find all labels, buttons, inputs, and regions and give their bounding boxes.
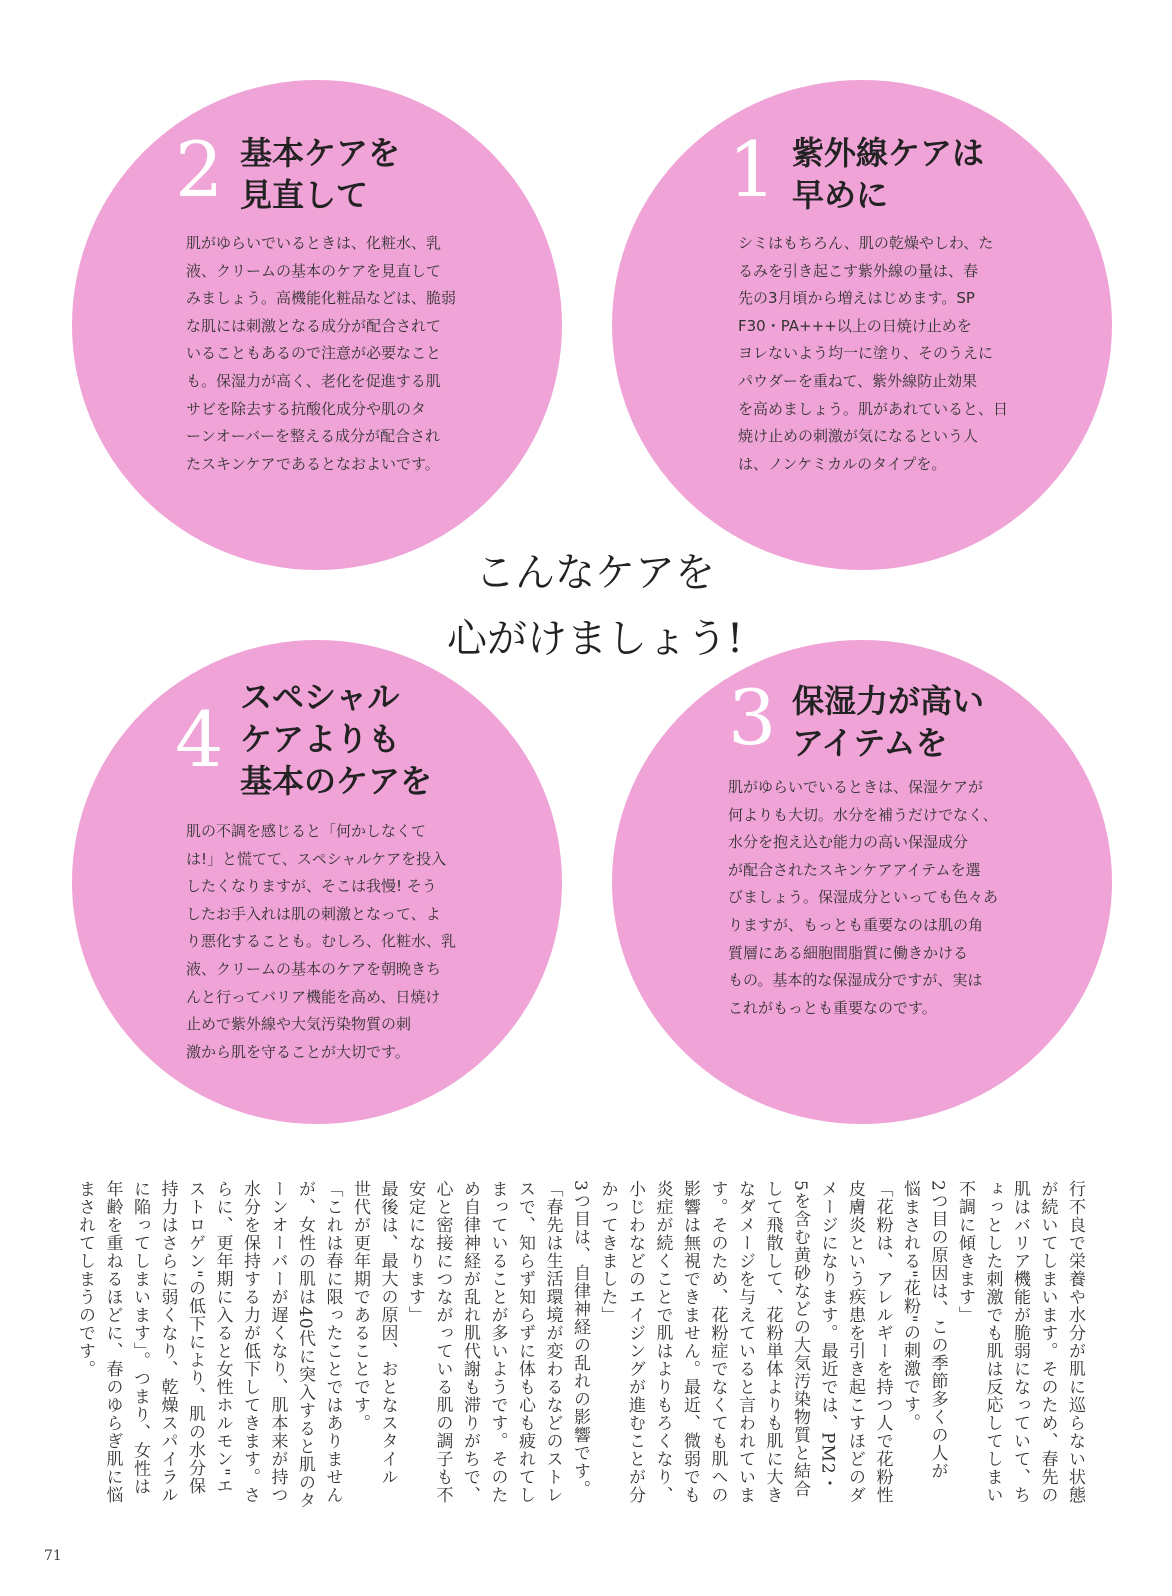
- care-body-3: [728, 774, 998, 1022]
- body-line: サビを除去する抗酸化成分や肌のタ: [186, 399, 427, 418]
- body-line: な肌には刺激となる成分が配合されて: [186, 316, 442, 335]
- body-line: りますが、もっとも重要なのは肌の角: [728, 915, 984, 934]
- vertical-line: 炎症が続くことで肌はよりもろくなり、: [652, 1180, 673, 1504]
- body-line: 激から肌を守ることが大切です。: [186, 1042, 410, 1061]
- body-line: 液、クリームの基本のケアを朝晩きち: [186, 959, 442, 978]
- vertical-line: ストロゲン"の低下により、肌の水分保: [185, 1180, 205, 1495]
- vertical-line: 悩まされる"花粉"の刺激です。: [900, 1180, 920, 1432]
- vertical-line: メージになります。最近では、PM2・: [817, 1180, 838, 1493]
- body-line: り悪化することも。むしろ、化粧水、乳: [186, 932, 457, 951]
- body-line: いることもあるので注意が必要なこと: [186, 344, 442, 363]
- vertical-line: 安定になります」: [405, 1180, 425, 1324]
- vertical-line: 小じわなどのエイジングが進むことが分: [625, 1180, 645, 1504]
- vertical-line: ょっとした刺激でも肌は反応してしまい: [982, 1180, 1003, 1504]
- vertical-line: が、女性の肌は40代に突入すると肌のタ: [295, 1180, 315, 1510]
- vertical-line: が続いてしまいます。そのため、春先の: [1037, 1180, 1058, 1504]
- care-heading-line: ケアよりも: [240, 720, 401, 758]
- body-line: みましょう。高機能化粧品などは、脆弱: [186, 289, 457, 308]
- vertical-line: に陥ってしまいます」。つまり、女性は: [130, 1180, 150, 1496]
- body-line: が配合されたスキンケアアイテムを選: [728, 860, 981, 879]
- vertical-line: 最後は、最大の原因、おとなスタイル: [377, 1180, 398, 1486]
- body-line: 先の3月頃から増えはじめます。SP: [738, 289, 975, 308]
- care-number-1: 1: [728, 125, 777, 214]
- page-title-line: 心がけましょう!: [446, 616, 744, 662]
- vertical-line: 皮膚炎という疾患を引き起こすほどのダ: [845, 1180, 865, 1504]
- vertical-line: まされてしまうのです。: [75, 1180, 95, 1378]
- vertical-line: らに、更年期に入ると女性ホルモン"エ: [212, 1180, 233, 1495]
- vertical-line: して飛散して、花粉単体よりも肌に大き: [762, 1180, 783, 1504]
- body-line: 止めで紫外線や大気汚染物質の刺: [186, 1015, 412, 1034]
- page-title: [430, 540, 760, 672]
- body-line: ーンオーバーを整える成分が配合され: [186, 427, 440, 446]
- vertical-line: 「春先は生活環境が変わるなどのストレ: [542, 1180, 563, 1504]
- care-heading-line: アイテムを: [792, 724, 948, 762]
- care-heading-line: 見直して: [240, 176, 369, 214]
- body-line: たスキンケアであるとなおよいです。: [186, 454, 440, 473]
- body-line: 何よりも大切。水分を補うだけでなく、: [728, 805, 998, 824]
- care-number-2: 2: [175, 125, 224, 214]
- body-line: も。保湿力が高く、老化を促進する肌: [186, 371, 441, 390]
- vertical-line: 5を含む黄砂などの大気汚染物質と結合: [790, 1180, 810, 1498]
- care-heading-line: スペシャル: [240, 678, 400, 716]
- vertical-line: 行不良で栄養や水分が肌に巡らない状態: [1065, 1180, 1085, 1504]
- care-heading-line: 基本のケアを: [240, 762, 433, 800]
- care-heading-line: 紫外線ケアは: [792, 134, 985, 172]
- vertical-line: 年齢を重ねるほどに、春のゆらぎ肌に悩: [102, 1180, 123, 1504]
- care-heading-line: 早めに: [792, 176, 889, 214]
- care-heading-2: [240, 132, 400, 216]
- vertical-line: す。そのため、花粉症でなくても肌への: [707, 1180, 728, 1504]
- page-title-line: こんなケアを: [475, 550, 715, 596]
- body-line: したお手入れは肌の刺激となって、よ: [186, 904, 441, 923]
- care-number-3: 3: [728, 673, 777, 762]
- vertical-line: 不調に傾きます」: [955, 1180, 975, 1324]
- vertical-line: 持力はさらに弱くなり、乾燥スパイラル: [157, 1180, 178, 1504]
- vertical-line: まっていることが多いようです。そのた: [487, 1180, 508, 1504]
- vertical-line: かってきました」: [597, 1180, 618, 1324]
- body-line: ヨレないよう均一に塗り、そのうえに: [738, 344, 994, 363]
- care-heading-line: 保湿力が高い: [792, 682, 985, 720]
- care-body-1: [738, 230, 1008, 478]
- vertical-line: 肌はバリア機能が脆弱になっていて、ち: [1010, 1180, 1030, 1504]
- care-heading-line: 基本ケアを: [240, 134, 401, 172]
- care-heading-1: [792, 132, 984, 216]
- body-line: 質層にある細胞間脂質に働きかける: [728, 943, 969, 962]
- care-heading-3: [792, 680, 984, 764]
- body-line: シミはもちろん、肌の乾燥やしわ、た: [738, 234, 994, 252]
- care-body-4: [186, 818, 456, 1066]
- care-body-2: [186, 230, 456, 478]
- vertical-line: 3つ目は、自律神経の乱れの影響です。: [570, 1180, 590, 1498]
- body-line: 肌がゆらいでいるときは、保湿ケアが: [728, 778, 984, 796]
- body-line: 焼け止めの刺激が気になるという人: [738, 427, 979, 446]
- body-line: もの。基本的な保湿成分ですが、実は: [728, 971, 983, 990]
- vertical-line: スで、知らず知らずに体も心も疲れてし: [515, 1180, 535, 1504]
- body-line: 液、クリームの基本のケアを見直して: [186, 261, 442, 280]
- body-line: パウダーを重ねて、紫外線防止効果: [738, 371, 978, 390]
- care-number-4: 4: [175, 695, 224, 784]
- body-line: これがもっとも重要なのです。: [728, 998, 937, 1017]
- body-line: びましょう。保湿成分といっても色々あ: [728, 888, 999, 907]
- body-line: は、ノンケミカルのタイプを。: [738, 454, 947, 473]
- care-heading-4: [240, 676, 432, 802]
- vertical-line: 水分を保持する力が低下してきます。さ: [240, 1180, 260, 1504]
- article-body-vertical: [75, 1180, 1088, 1510]
- page-number: 71: [44, 1548, 62, 1564]
- vertical-line: め自律神経が乱れ肌代謝も滞りがちで、: [460, 1180, 480, 1504]
- vertical-line: 心と密接につながっている肌の調子も不: [432, 1180, 453, 1504]
- vertical-line: 「花粉は、アレルギーを持つ人で花粉性: [872, 1180, 893, 1504]
- vertical-line: ーンオーバーが遅くなり、肌本来が持つ: [267, 1180, 288, 1504]
- body-line: 肌がゆらいでいるときは、化粧水、乳: [186, 234, 442, 252]
- body-line: 肌の不調を感じると「何かしなくて: [186, 822, 427, 840]
- vertical-line: 2つ目の原因は、この季節多くの人が: [927, 1180, 948, 1480]
- body-line: は!」と慌てて、スペシャルケアを投入: [186, 849, 447, 868]
- vertical-line: 「これは春に限ったことではありません: [322, 1180, 343, 1504]
- body-line: したくなりますが、そこは我慢! そう: [186, 877, 437, 896]
- vertical-line: なダメージを与えていると言われていま: [735, 1180, 755, 1504]
- body-line: を高めましょう。肌があれていると、日: [738, 399, 1009, 418]
- vertical-line: 影響は無視できません。最近、微弱でも: [680, 1180, 700, 1504]
- body-line: んと行ってバリア機能を高め、日焼け: [186, 987, 441, 1006]
- body-line: 水分を抱え込む能力の高い保湿成分: [728, 833, 969, 852]
- body-line: るみを引き起こす紫外線の量は、春: [738, 261, 979, 280]
- vertical-line: 世代が更年期であることです。: [350, 1180, 370, 1432]
- body-line: F30・PA+++以上の日焼け止めを: [738, 316, 972, 335]
